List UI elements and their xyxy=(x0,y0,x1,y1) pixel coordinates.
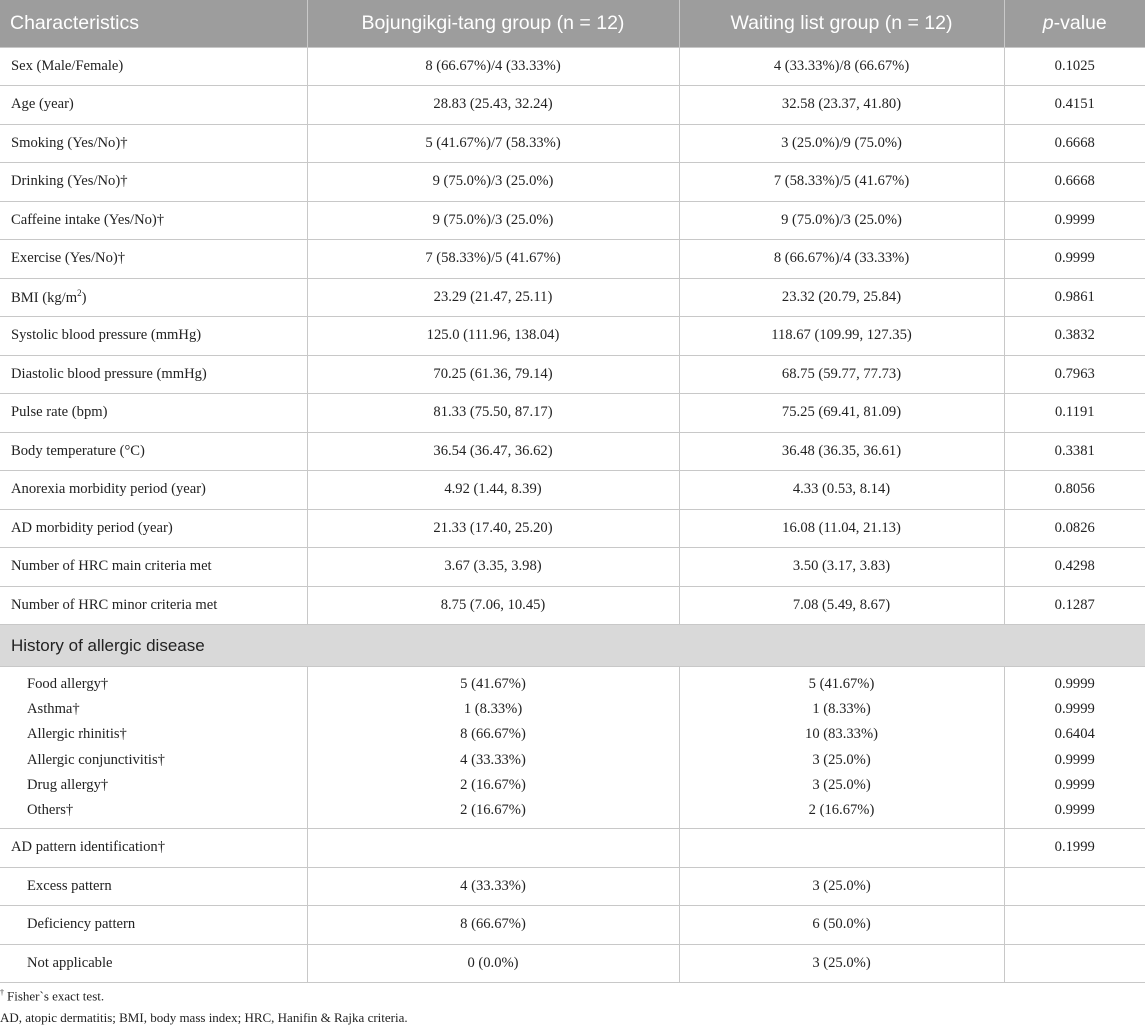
p-value: 0.0826 xyxy=(1004,509,1145,548)
header-p-value xyxy=(1004,0,1145,47)
p-value: 0.1999 xyxy=(1004,829,1145,868)
bojungikgi-value: 23.29 (21.47, 25.11) xyxy=(307,278,679,317)
table-row xyxy=(0,432,1145,471)
waiting-value: 7.08 (5.49, 8.67) xyxy=(679,586,1004,625)
p-value xyxy=(1004,944,1145,983)
waiting-value: 3 (25.0%)/9 (75.0%) xyxy=(679,124,1004,163)
p-value: 0.4151 xyxy=(1004,86,1145,125)
row-label: Drinking (Yes/No)† xyxy=(0,163,307,202)
bojungikgi-value: 70.25 (61.36, 79.14) xyxy=(307,355,679,394)
waiting-value: 118.67 (109.99, 127.35) xyxy=(679,317,1004,356)
row-label: Diastolic blood pressure (mmHg) xyxy=(0,355,307,394)
waiting-value: 10 (83.33%) xyxy=(805,726,878,743)
row-label: Age (year) xyxy=(0,86,307,125)
table-row xyxy=(0,124,1145,163)
waiting-value: 23.32 (20.79, 25.84) xyxy=(679,278,1004,317)
waiting-value: 3 (25.0%) xyxy=(679,944,1004,983)
section-title: History of allergic disease xyxy=(0,625,1145,667)
waiting-value: 7 (58.33%)/5 (41.67%) xyxy=(679,163,1004,202)
table-row xyxy=(0,867,1145,906)
waiting-value: 3 (25.0%) xyxy=(812,751,871,768)
bojungikgi-value: 28.83 (25.43, 32.24) xyxy=(307,86,679,125)
row-label: Deficiency pattern xyxy=(0,906,307,945)
row-label: AD morbidity period (year) xyxy=(0,509,307,548)
p-value: 0.1287 xyxy=(1004,586,1145,625)
header-p-italic: p xyxy=(1042,11,1054,34)
table-row xyxy=(0,471,1145,510)
row-label: AD pattern identification† xyxy=(0,829,307,868)
bojungikgi-value: 3.67 (3.35, 3.98) xyxy=(307,548,679,587)
allergy-bojungikgi-values xyxy=(307,667,679,829)
header-p-suffix: -value xyxy=(1053,11,1107,34)
waiting-value: 36.48 (36.35, 36.61) xyxy=(679,432,1004,471)
allergy-label: Allergic rhinitis† xyxy=(27,726,127,743)
p-value: 0.7963 xyxy=(1004,355,1145,394)
bojungikgi-value: 5 (41.67%)/7 (58.33%) xyxy=(307,124,679,163)
allergy-labels xyxy=(0,667,307,829)
bojungikgi-value: 21.33 (17.40, 25.20) xyxy=(307,509,679,548)
waiting-value: 4.33 (0.53, 8.14) xyxy=(679,471,1004,510)
allergy-label: Drug allergy† xyxy=(27,776,109,793)
row-label: Smoking (Yes/No)† xyxy=(0,124,307,163)
bmi-label-end: ) xyxy=(81,289,87,306)
row-label: Number of HRC main criteria met xyxy=(0,548,307,587)
waiting-value: 32.58 (23.37, 41.80) xyxy=(679,86,1004,125)
bojungikgi-value: 81.33 (75.50, 87.17) xyxy=(307,394,679,433)
bojungikgi-value: 8.75 (7.06, 10.45) xyxy=(307,586,679,625)
table-row xyxy=(0,317,1145,356)
bojungikgi-value: 4.92 (1.44, 8.39) xyxy=(307,471,679,510)
p-value: 0.9999 xyxy=(1054,751,1095,768)
waiting-value: 9 (75.0%)/3 (25.0%) xyxy=(679,201,1004,240)
table-row xyxy=(0,47,1145,86)
bojungikgi-value: 125.0 (111.96, 138.04) xyxy=(307,317,679,356)
waiting-value: 3.50 (3.17, 3.83) xyxy=(679,548,1004,587)
p-value: 0.8056 xyxy=(1004,471,1145,510)
section-header-allergic-disease xyxy=(0,625,1145,667)
allergy-label: Asthma† xyxy=(27,701,80,718)
bojungikgi-value xyxy=(307,829,679,868)
bmi-superscript: 2 xyxy=(77,287,82,298)
bojungikgi-value: 7 (58.33%)/5 (41.67%) xyxy=(307,240,679,279)
table-row xyxy=(0,201,1145,240)
allergy-p-values xyxy=(1004,667,1145,829)
dagger-mark: † xyxy=(0,988,4,997)
table-header-row xyxy=(0,0,1145,47)
p-value: 0.9999 xyxy=(1004,240,1145,279)
allergy-waiting-values xyxy=(679,667,1004,829)
row-label: Excess pattern xyxy=(0,867,307,906)
table-row xyxy=(0,944,1145,983)
footnote-fisher xyxy=(0,988,104,1004)
row-label: Caffeine intake (Yes/No)† xyxy=(0,201,307,240)
p-value: 0.9999 xyxy=(1054,701,1095,718)
waiting-value: 16.08 (11.04, 21.13) xyxy=(679,509,1004,548)
p-value: 0.4298 xyxy=(1004,548,1145,587)
bojungikgi-value: 5 (41.67%) xyxy=(460,676,526,692)
p-value: 0.9999 xyxy=(1054,676,1095,692)
p-value: 0.6668 xyxy=(1004,124,1145,163)
row-label: Number of HRC minor criteria met xyxy=(0,586,307,625)
allergy-label: Others† xyxy=(27,801,74,818)
waiting-value: 4 (33.33%)/8 (66.67%) xyxy=(679,47,1004,86)
bojungikgi-value: 9 (75.0%)/3 (25.0%) xyxy=(307,201,679,240)
bojungikgi-value: 2 (16.67%) xyxy=(460,801,526,818)
p-value: 0.1025 xyxy=(1004,47,1145,86)
bojungikgi-value: 8 (66.67%) xyxy=(307,906,679,945)
p-value: 0.3381 xyxy=(1004,432,1145,471)
table-row xyxy=(0,906,1145,945)
bojungikgi-value: 2 (16.67%) xyxy=(460,776,526,793)
p-value: 0.9999 xyxy=(1004,201,1145,240)
bojungikgi-value: 4 (33.33%) xyxy=(307,867,679,906)
bojungikgi-value: 8 (66.67%)/4 (33.33%) xyxy=(307,47,679,86)
waiting-value: 6 (50.0%) xyxy=(679,906,1004,945)
header-waiting-list-group: Waiting list group (n = 12) xyxy=(679,0,1004,47)
bojungikgi-value: 4 (33.33%) xyxy=(460,751,526,768)
table-row xyxy=(0,240,1145,279)
table-row xyxy=(0,394,1145,433)
waiting-value: 3 (25.0%) xyxy=(679,867,1004,906)
row-label: Anorexia morbidity period (year) xyxy=(0,471,307,510)
footnote-fisher-text: Fisher`s exact test. xyxy=(7,988,105,1004)
p-value: 0.6404 xyxy=(1054,726,1095,743)
p-value: 0.9861 xyxy=(1004,278,1145,317)
waiting-value xyxy=(679,829,1004,868)
allergy-label: Food allergy† xyxy=(27,676,109,692)
waiting-value: 3 (25.0%) xyxy=(812,776,871,793)
p-value xyxy=(1004,867,1145,906)
header-characteristics: Characteristics xyxy=(0,0,307,47)
bojungikgi-value: 36.54 (36.47, 36.62) xyxy=(307,432,679,471)
p-value: 0.9999 xyxy=(1054,801,1095,818)
table-row xyxy=(0,586,1145,625)
table-row xyxy=(0,548,1145,587)
row-label xyxy=(0,278,307,317)
table-row xyxy=(0,163,1145,202)
p-value: 0.6668 xyxy=(1004,163,1145,202)
row-label: Pulse rate (bpm) xyxy=(0,394,307,433)
row-label: Sex (Male/Female) xyxy=(0,47,307,86)
waiting-value: 5 (41.67%) xyxy=(808,676,875,692)
row-label: Body temperature (°C) xyxy=(0,432,307,471)
bojungikgi-value: 9 (75.0%)/3 (25.0%) xyxy=(307,163,679,202)
footnote-abbreviations: AD, atopic dermatitis; BMI, body mass index; HRC, Hanifin & Rajka criteria. xyxy=(0,1010,408,1025)
waiting-value: 75.25 (69.41, 81.09) xyxy=(679,394,1004,433)
row-label: Exercise (Yes/No)† xyxy=(0,240,307,279)
p-value xyxy=(1004,906,1145,945)
waiting-value: 68.75 (59.77, 77.73) xyxy=(679,355,1004,394)
waiting-value: 2 (16.67%) xyxy=(808,801,875,818)
bojungikgi-value: 1 (8.33%) xyxy=(463,701,523,718)
row-label: Not applicable xyxy=(0,944,307,983)
p-value: 0.3832 xyxy=(1004,317,1145,356)
table-row xyxy=(0,278,1145,317)
table-row xyxy=(0,86,1145,125)
table-row-pattern-identification xyxy=(0,829,1145,868)
waiting-value: 1 (8.33%) xyxy=(812,701,871,718)
bmi-label: BMI (kg/m xyxy=(11,289,78,306)
waiting-value: 8 (66.67%)/4 (33.33%) xyxy=(679,240,1004,279)
allergy-rows xyxy=(0,667,1145,829)
allergy-label: Allergic conjunctivitis† xyxy=(27,751,165,768)
table-row xyxy=(0,509,1145,548)
p-value: 0.9999 xyxy=(1054,776,1095,793)
row-label: Systolic blood pressure (mmHg) xyxy=(0,317,307,356)
bojungikgi-value: 8 (66.67%) xyxy=(460,726,526,743)
p-value: 0.1191 xyxy=(1004,394,1145,433)
bojungikgi-value: 0 (0.0%) xyxy=(307,944,679,983)
header-bojungikgi-group: Bojungikgi-tang group (n = 12) xyxy=(307,0,679,47)
table-row xyxy=(0,355,1145,394)
